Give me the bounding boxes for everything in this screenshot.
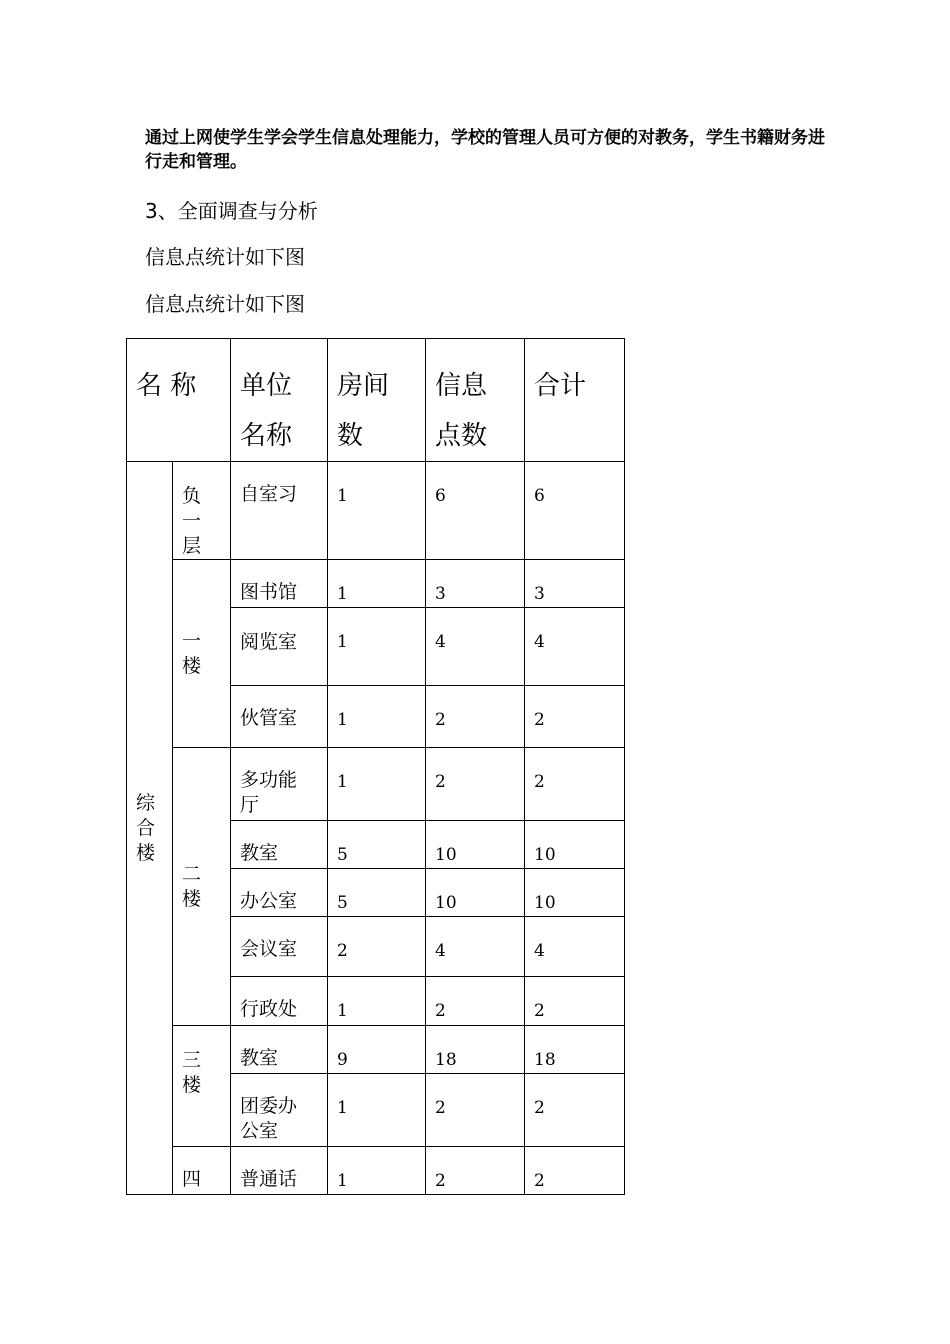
rooms-cell: 1 <box>328 560 426 608</box>
rooms-cell: 5 <box>328 869 426 917</box>
rooms-cell: 1 <box>328 686 426 748</box>
points-cell: 10 <box>426 869 525 917</box>
total-cell: 2 <box>525 686 625 748</box>
unit-cell: 自室习 <box>231 462 328 560</box>
header-rooms: 房间数 <box>328 339 426 462</box>
rooms-cell: 1 <box>328 1074 426 1147</box>
table-row <box>127 462 625 560</box>
table-row <box>127 1147 625 1195</box>
floor-cell: 负一层 <box>173 462 231 560</box>
points-cell: 6 <box>426 462 525 560</box>
total-cell: 2 <box>525 748 625 821</box>
points-cell: 4 <box>426 917 525 977</box>
rooms-cell: 1 <box>328 977 426 1026</box>
table-header-row <box>127 339 625 462</box>
rooms-cell: 2 <box>328 917 426 977</box>
total-cell: 6 <box>525 462 625 560</box>
unit-cell: 普通话 <box>231 1147 328 1195</box>
unit-cell: 多功能厅 <box>231 748 328 821</box>
rooms-cell: 1 <box>328 1147 426 1195</box>
points-cell: 4 <box>426 608 525 686</box>
unit-cell: 团委办公室 <box>231 1074 328 1147</box>
floor-cell: 二楼 <box>173 748 231 1026</box>
figure-caption-repeat: 信息点统计如下图 <box>145 292 305 316</box>
total-cell: 2 <box>525 1074 625 1147</box>
floor-cell: 四 <box>173 1147 231 1195</box>
total-cell: 4 <box>525 608 625 686</box>
unit-cell: 行政处 <box>231 977 328 1026</box>
floor-cell: 三楼 <box>173 1026 231 1147</box>
section-heading: 3、全面调查与分析 <box>145 199 318 223</box>
rooms-cell: 1 <box>328 462 426 560</box>
rooms-cell: 5 <box>328 821 426 869</box>
points-cell: 3 <box>426 560 525 608</box>
rooms-cell: 9 <box>328 1026 426 1074</box>
building-cell: 综合楼 <box>127 462 173 1195</box>
info-point-table <box>126 338 625 1195</box>
points-cell: 18 <box>426 1026 525 1074</box>
rooms-cell: 1 <box>328 748 426 821</box>
points-cell: 2 <box>426 686 525 748</box>
unit-cell: 会议室 <box>231 917 328 977</box>
total-cell: 4 <box>525 917 625 977</box>
points-cell: 2 <box>426 748 525 821</box>
points-cell: 2 <box>426 977 525 1026</box>
total-cell: 10 <box>525 869 625 917</box>
table-row <box>127 748 625 821</box>
unit-cell: 教室 <box>231 1026 328 1074</box>
points-cell: 2 <box>426 1147 525 1195</box>
total-cell: 2 <box>525 977 625 1026</box>
total-cell: 2 <box>525 1147 625 1195</box>
unit-cell: 阅览室 <box>231 608 328 686</box>
total-cell: 3 <box>525 560 625 608</box>
unit-cell: 办公室 <box>231 869 328 917</box>
points-cell: 2 <box>426 1074 525 1147</box>
rooms-cell: 1 <box>328 608 426 686</box>
total-cell: 10 <box>525 821 625 869</box>
header-name: 名 称 <box>127 339 231 462</box>
points-cell: 10 <box>426 821 525 869</box>
unit-cell: 图书馆 <box>231 560 328 608</box>
intro-paragraph: 通过上网使学生学会学生信息处理能力，学校的管理人员可方便的对教务，学生书籍财务进行走和管理。 <box>145 128 825 172</box>
unit-cell: 教室 <box>231 821 328 869</box>
header-points: 信息点数 <box>426 339 525 462</box>
table-row <box>127 560 625 608</box>
header-unit: 单位名称 <box>231 339 328 462</box>
header-total: 合计 <box>525 339 625 462</box>
total-cell: 18 <box>525 1026 625 1074</box>
unit-cell: 伙管室 <box>231 686 328 748</box>
table-row <box>127 1026 625 1074</box>
floor-cell: 一楼 <box>173 560 231 748</box>
figure-caption: 信息点统计如下图 <box>145 245 305 269</box>
